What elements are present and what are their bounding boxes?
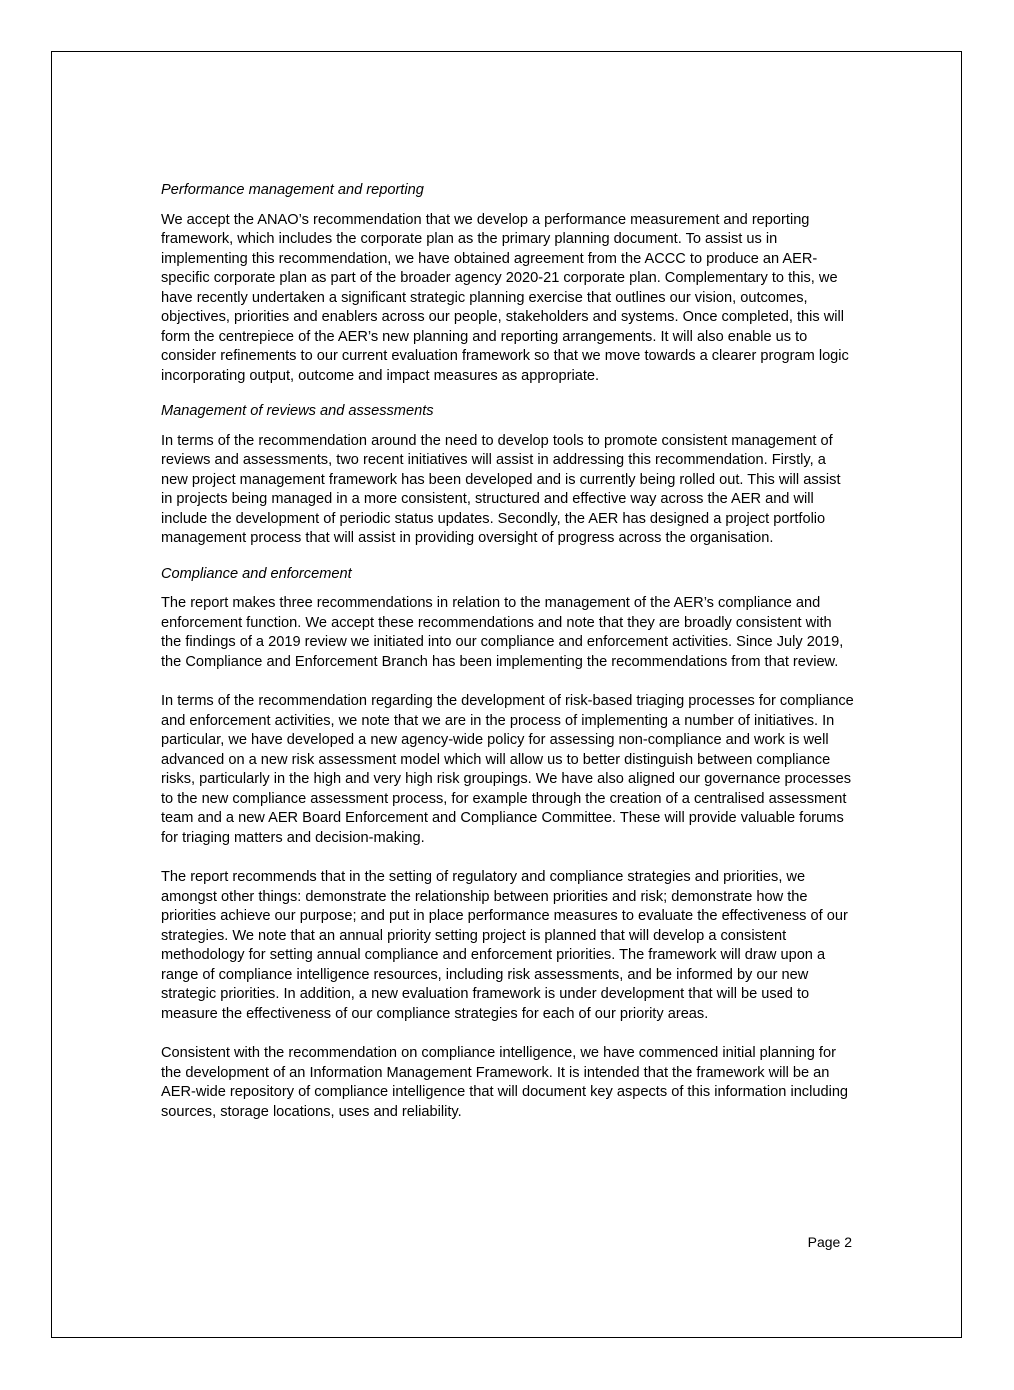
- section-heading-reviews: Management of reviews and assessments: [161, 403, 434, 419]
- paragraph-compliance-4: Consistent with the recommendation on compliance intelligence, we have commenced initial planning for the development of an Information Management Framework. It is intended that the framework will be an AER-wide repository of compliance intelligence that will document key aspects of this information including sources, storage locations, uses and reliability.: [161, 1045, 849, 1120]
- page-number: Page 2: [807, 1234, 852, 1250]
- section-heading-performance: Performance management and reporting: [161, 182, 424, 198]
- paragraph-compliance-2: In terms of the recommendation regarding the development of risk-based triaging processes for compliance and enforcement activities, we note that we are in the process of implementing a number of initiatives. In particular, we have developed a new agency-wide policy for assessing non-compliance and work is well advanced on a new risk assessment model which will allow us to better distinguish between compliance risks, particularly in the high and very high risk groupings. We have also aligned our governance processes to the new compliance assessment process, for example through the creation of a centralised assessment team and a new AER Board Enforcement and Compliance Committee. These will provide valuable forums for triaging matters and decision-making.: [161, 693, 854, 846]
- paragraph-compliance-3: The report recommends that in the setting of regulatory and compliance strategies and priorities, we amongst other things: demonstrate the relationship between priorities and risk; demonstrate how the priorities achieve our purpose; and put in place performance measures to evaluate the effectiveness of our strategies. We note that an annual priority setting project is planned that will develop a consistent methodology for setting annual compliance and enforcement priorities. The framework will draw upon a range of compliance intelligence resources, including risk assessments, and be informed by our new strategic priorities. In addition, a new evaluation framework is under development that will be used to measure the effectiveness of our compliance strategies for each of our priority areas.: [161, 869, 848, 1022]
- document-body: [161, 181, 855, 1122]
- paragraph-performance: We accept the ANAO’s recommendation that we develop a performance measurement and reporting framework, which includes the corporate plan as the primary planning document. To assist us in implementing this recommendation, we have obtained agreement from the ACCC to produce an AER-specific corporate plan as part of the broader agency 2020-21 corporate plan. Complementary to this, we have recently undertaken a significant strategic planning exercise that outlines our vision, outcomes, objectives, priorities and enablers across our people, stakeholders and systems. Once completed, this will form the centrepiece of the AER’s new planning and reporting arrangements. It will also enable us to consider refinements to our current evaluation framework so that we move towards a clearer program logic incorporating output, outcome and impact measures as appropriate.: [161, 211, 849, 384]
- section-heading-compliance: Compliance and enforcement: [161, 565, 352, 582]
- paragraph-compliance-1: The report makes three recommendations in relation to the management of the AER’s compliance and enforcement function. We accept these recommendations and note that they are broadly consistent with the findings of a 2019 review we initiated into our compliance and enforcement activities. Since July 2019, the Compliance and Enforcement Branch has been implementing the recommendations from that review.: [161, 595, 844, 670]
- paragraph-reviews: In terms of the recommendation around the need to develop tools to promote consistent management of reviews and assessments, two recent initiatives will assist in addressing this recommendation. Firstly, a new project management framework has been developed and is currently being rolled out. This will assist in projects being managed in a more consistent, structured and effective way across the AER and will include the development of periodic status updates. Secondly, the AER has designed a project portfolio management process that will assist in providing oversight of progress across the organisation.: [161, 432, 841, 546]
